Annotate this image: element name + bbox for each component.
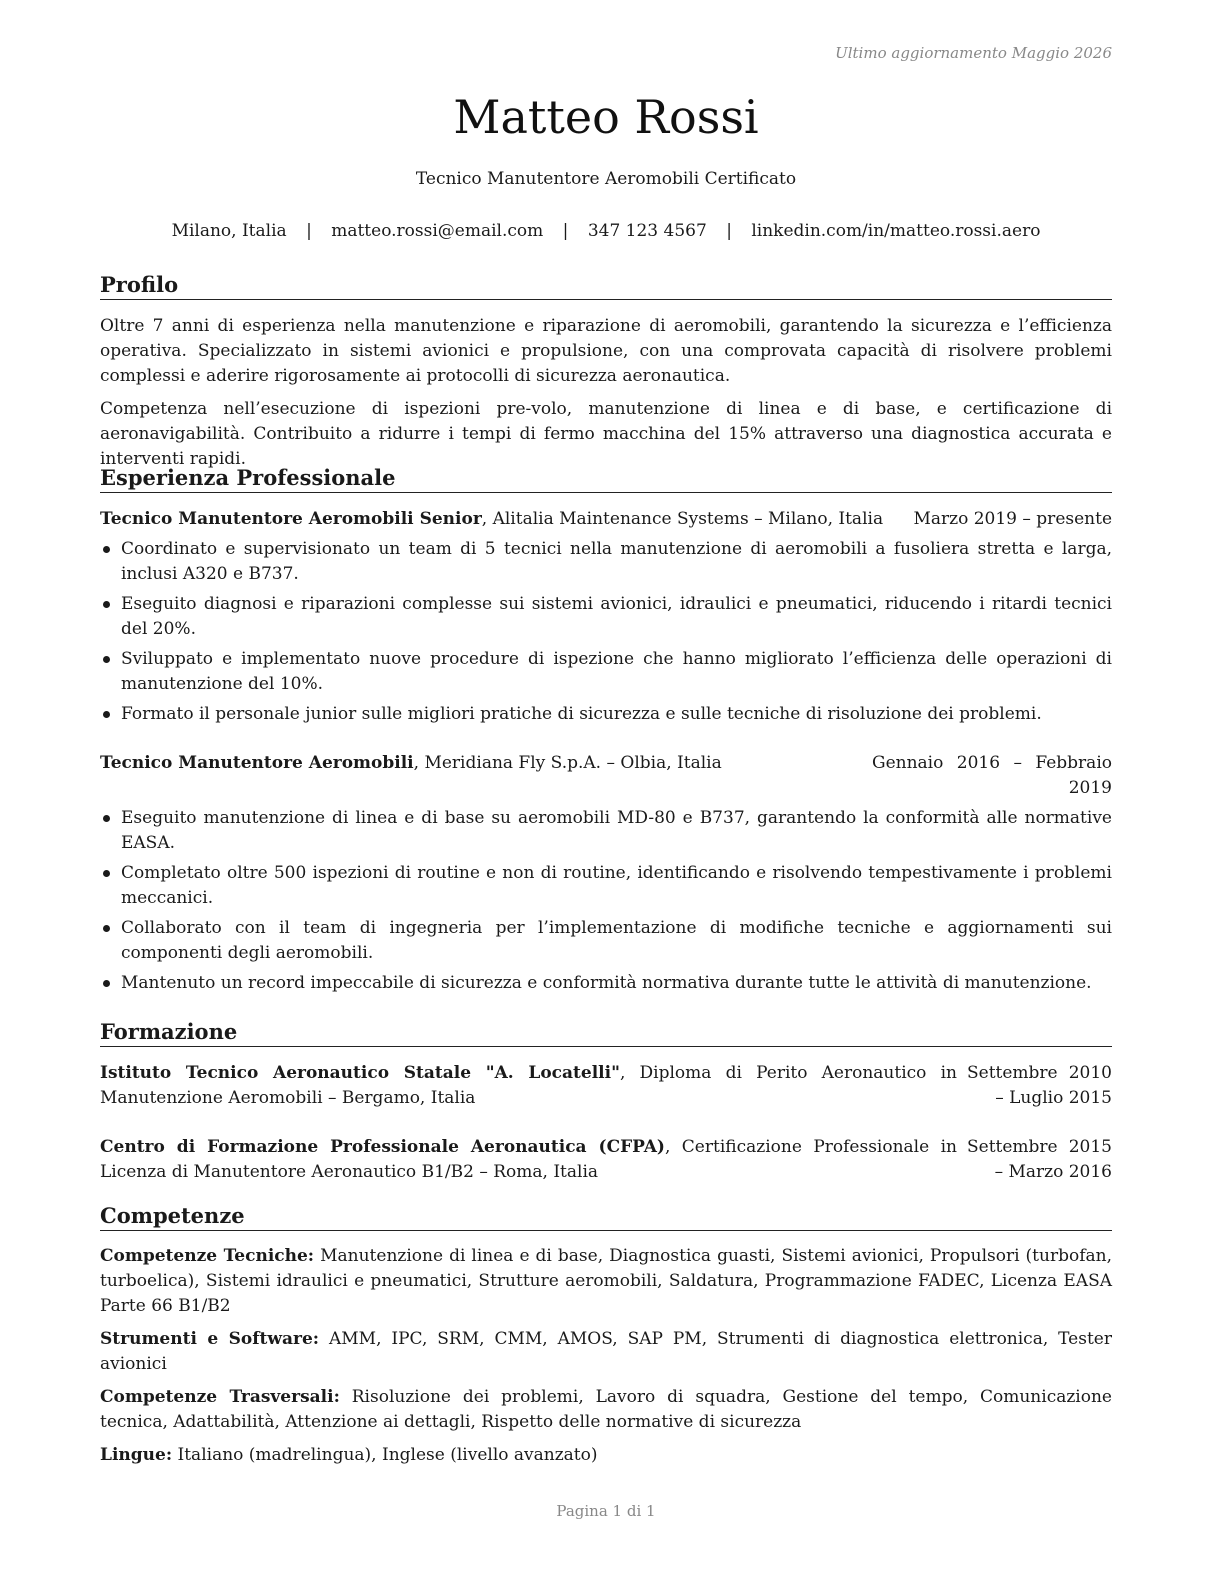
skill-text: Risoluzione dei problemi, Lavoro di squadra, Gestione del tempo, Comunicazione tecnica, Adattabilità, Attenzione ai dettagli, Rispetto delle normative di sicurezza: [100, 1387, 1112, 1432]
bullet-text: Mantenuto un record impeccabile di sicurezza e conformità normativa durante tutte le attività di manutenzione.: [121, 973, 1092, 993]
bullet-icon: [103, 925, 110, 932]
job-entry: [100, 751, 1112, 996]
job-role: Tecnico Manutentore Aeromobili: [100, 753, 414, 773]
contact-separator: |: [306, 221, 312, 241]
experience-section: [100, 507, 1112, 996]
job-title-line: [100, 507, 893, 532]
profile-section: [100, 314, 1112, 472]
job-header: [100, 751, 1112, 801]
contact-location: Milano, Italia: [171, 221, 287, 241]
bullet-text: Eseguito diagnosi e riparazioni complesse sui sistemi avionici, idraulici e pneumatici, riducendo i ritardi tecnici del 20%.: [121, 594, 1112, 639]
list-item: [100, 971, 1112, 996]
candidate-title: Tecnico Manutentore Aeromobili Certificato: [415, 169, 797, 189]
skill-row: [100, 1244, 1112, 1319]
bullet-text: Collaborato con il team di ingegneria per l’implementazione di modifiche tecniche e aggiornamenti sui componenti degli aeromobili.: [121, 918, 1112, 963]
skill-label: Strumenti e Software:: [100, 1329, 320, 1349]
education-description: [100, 1135, 957, 1185]
contact-line: [100, 220, 1112, 242]
job-title-line: [100, 751, 852, 776]
list-item: [100, 647, 1112, 697]
job-header: [100, 507, 1112, 532]
education-detail: , Certificazione Professionale in Licenza di Manutentore Aeronautico B1/B2 – Roma, Italia: [100, 1137, 957, 1182]
education-school: Centro di Formazione Professionale Aeronautica (CFPA): [100, 1137, 665, 1157]
contact-separator: |: [726, 221, 732, 241]
bullet-icon: [103, 601, 110, 608]
bullet-text: Completato oltre 500 ispezioni di routine e non di routine, identificando e risolvendo tempestivamente i problemi meccanici.: [121, 863, 1112, 908]
skill-label: Competenze Tecniche:: [100, 1246, 315, 1266]
job-bullets: [100, 537, 1112, 727]
list-item: [100, 537, 1112, 587]
job-dates: Marzo 2019 – presente: [913, 509, 1112, 529]
bullet-icon: [103, 546, 110, 553]
job-company: , Alitalia Maintenance Systems – Milano, Italia: [481, 509, 884, 529]
education-dates: Settembre 2015 – Marzo 2016: [967, 1137, 1112, 1182]
list-item: [100, 806, 1112, 856]
list-item: [100, 702, 1112, 727]
bullet-text: Eseguito manutenzione di linea e di base su aeromobili MD-80 e B737, garantendo la conformità alle normative EASA.: [121, 808, 1112, 853]
skill-label: Lingue:: [100, 1445, 173, 1465]
bullet-text: Sviluppato e implementato nuove procedure di ispezione che hanno migliorato l’efficienza delle operazioni di manutenzione del 10%.: [121, 649, 1112, 694]
education-description: [100, 1061, 957, 1111]
education-section: [100, 1061, 1112, 1185]
bullet-icon: [103, 656, 110, 663]
job-entry: [100, 507, 1112, 727]
skill-text: Italiano (madrelingua), Inglese (livello avanzato): [172, 1445, 598, 1465]
education-school: Istituto Tecnico Aeronautico Statale "A. Locatelli": [100, 1063, 620, 1083]
bullet-text: Coordinato e supervisionato un team di 5 tecnici nella manutenzione di aeromobili a fusoliera stretta e larga, inclusi A320 e B737.: [121, 539, 1112, 584]
skill-label: Competenze Trasversali:: [100, 1387, 340, 1407]
bullet-icon: [103, 870, 110, 877]
contact-linkedin[interactable]: linkedin.com/in/matteo.rossi.aero: [751, 221, 1041, 241]
education-entry: [100, 1061, 1112, 1111]
bullet-icon: [103, 980, 110, 987]
bullet-text: Formato il personale junior sulle migliori pratiche di sicurezza e sulle tecniche di risoluzione dei problemi.: [121, 704, 1042, 724]
bullet-icon: [103, 711, 110, 718]
section-heading-skills: Competenze: [100, 1203, 1112, 1231]
education-detail: , Diploma di Perito Aeronautico in Manutenzione Aeromobili – Bergamo, Italia: [100, 1063, 957, 1108]
skill-text: AMM, IPC, SRM, CMM, AMOS, SAP PM, Strumenti di diagnostica elettronica, Tester avionici: [100, 1329, 1112, 1374]
list-item: [100, 916, 1112, 966]
skills-section: [100, 1244, 1112, 1468]
contact-phone: 347 123 4567: [587, 221, 707, 241]
list-item: [100, 592, 1112, 642]
job-bullets: [100, 806, 1112, 996]
section-heading-experience: Esperienza Professionale: [100, 465, 1112, 493]
section-heading-education: Formazione: [100, 1019, 1112, 1047]
job-dates: Gennaio 2016 – Febbraio 2019: [872, 753, 1112, 798]
page-number: Pagina 1 di 1: [556, 1502, 656, 1520]
skill-row: [100, 1443, 1112, 1468]
last-updated: Ultimo aggiornamento Maggio 2026: [835, 44, 1112, 62]
job-role: Tecnico Manutentore Aeromobili Senior: [100, 509, 482, 529]
skill-row: [100, 1385, 1112, 1435]
bullet-icon: [103, 815, 110, 822]
education-dates: Settembre 2010 – Luglio 2015: [967, 1063, 1112, 1108]
skill-row: [100, 1327, 1112, 1377]
section-heading-profile: Profilo: [100, 272, 1112, 300]
job-company: , Meridiana Fly S.p.A. – Olbia, Italia: [413, 753, 722, 773]
list-item: [100, 861, 1112, 911]
education-entry: [100, 1135, 1112, 1185]
skill-text: Manutenzione di linea e di base, Diagnostica guasti, Sistemi avionici, Propulsori (turbofan, turboelica), Sistemi idraulici e pneumatici, Strutture aeromobili, Saldatura, Programmazione FADEC, Licenza EASA Parte 66 B1/B2: [100, 1246, 1112, 1316]
contact-separator: |: [562, 221, 569, 241]
candidate-name: Matteo Rossi: [453, 90, 759, 144]
profile-paragraph: Competenza nell’esecuzione di ispezioni pre-volo, manutenzione di linea e di base, e certificazione di aeronavigabilità. Contribuito a ridurre i tempi di fermo macchina del 15% attraverso una diagnostica accurata e interventi rapidi.: [100, 399, 1112, 469]
profile-paragraph: Oltre 7 anni di esperienza nella manutenzione e riparazione di aeromobili, garantendo la sicurezza e l’efficienza operativa. Specializzato in sistemi avionici e propulsione, con una comprovata capacità di risolvere problemi complessi e aderire rigorosamente ai protocolli di sicurezza aeronautica.: [100, 316, 1112, 386]
contact-email[interactable]: matteo.rossi@email.com: [331, 221, 544, 241]
